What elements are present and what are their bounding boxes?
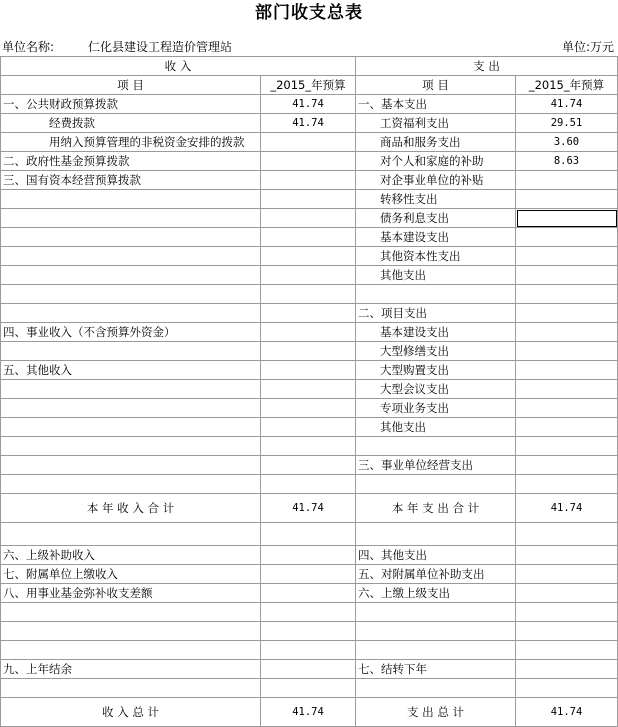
- income-budget-header[interactable]: _2015_年预算: [261, 76, 356, 95]
- income-value-cell[interactable]: [261, 171, 356, 190]
- table-row: [1, 603, 618, 622]
- total-expense-value[interactable]: 41.74: [516, 494, 618, 523]
- table-row: [1, 114, 618, 133]
- table-row: [1, 523, 618, 546]
- income-item-cell[interactable]: [1, 266, 261, 285]
- income-value-cell[interactable]: [261, 285, 356, 304]
- expense-value-cell[interactable]: [516, 209, 618, 228]
- income-value-cell[interactable]: [261, 418, 356, 437]
- table-row: [1, 437, 618, 456]
- total-income-label[interactable]: 收 入 总 计: [1, 698, 261, 727]
- expense-item-cell[interactable]: 对个人和家庭的补助: [356, 152, 516, 171]
- income-item-cell[interactable]: [1, 342, 261, 361]
- income-item-cell[interactable]: [1, 641, 261, 660]
- expense-item-cell[interactable]: 五、对附属单位补助支出: [356, 565, 516, 584]
- expense-value-cell[interactable]: [516, 190, 618, 209]
- unit-name: 仁化县建设工程造价管理站: [88, 40, 233, 54]
- expense-item-cell[interactable]: [356, 285, 516, 304]
- expense-header[interactable]: 支 出: [356, 57, 618, 76]
- expense-item-cell[interactable]: 其他支出: [356, 418, 516, 437]
- total-expense-label[interactable]: 本 年 支 出 合 计: [356, 494, 516, 523]
- income-item-cell[interactable]: [1, 228, 261, 247]
- income-item-cell[interactable]: [1, 209, 261, 228]
- expense-value-cell[interactable]: [516, 565, 618, 584]
- annual-total-row: [1, 494, 618, 523]
- expense-value-cell[interactable]: 41.74: [516, 95, 618, 114]
- table-row: [1, 95, 618, 114]
- table-row: [1, 152, 618, 171]
- income-item-cell[interactable]: 经费拨款: [1, 114, 261, 133]
- expense-value-cell[interactable]: [516, 622, 618, 641]
- expense-value-cell[interactable]: [516, 247, 618, 266]
- income-value-cell[interactable]: [261, 475, 356, 494]
- income-value-cell[interactable]: [261, 266, 356, 285]
- table-row: [1, 342, 618, 361]
- expense-item-cell[interactable]: 基本建设支出: [356, 228, 516, 247]
- income-value-cell[interactable]: [261, 584, 356, 603]
- income-item-cell[interactable]: [1, 304, 261, 323]
- table-row: [1, 565, 618, 584]
- income-value-cell[interactable]: [261, 361, 356, 380]
- expense-item-cell[interactable]: 大型购置支出: [356, 361, 516, 380]
- expense-value-cell[interactable]: [516, 679, 618, 698]
- expense-budget-header[interactable]: _2015_年预算: [516, 76, 618, 95]
- expense-item-cell[interactable]: 对企事业单位的补贴: [356, 171, 516, 190]
- expense-value-cell[interactable]: [516, 361, 618, 380]
- income-item-cell[interactable]: 一、公共财政预算拨款: [1, 95, 261, 114]
- expense-value-cell[interactable]: [516, 418, 618, 437]
- income-item-cell[interactable]: 五、其他收入: [1, 361, 261, 380]
- income-value-cell[interactable]: [261, 190, 356, 209]
- expense-value-cell[interactable]: 8.63: [516, 152, 618, 171]
- table-row: [1, 641, 618, 660]
- expense-value-cell[interactable]: [516, 660, 618, 679]
- expense-item-cell[interactable]: [356, 475, 516, 494]
- expense-item-cell[interactable]: 大型会议支出: [356, 380, 516, 399]
- expense-item-cell[interactable]: 四、其他支出: [356, 546, 516, 565]
- income-header[interactable]: 收 入: [1, 57, 356, 76]
- income-item-cell[interactable]: [1, 247, 261, 266]
- table-row: [1, 679, 618, 698]
- expense-value-cell[interactable]: [516, 304, 618, 323]
- income-item-cell[interactable]: 二、政府性基金预算拨款: [1, 152, 261, 171]
- income-value-cell[interactable]: [261, 228, 356, 247]
- table-row: [1, 304, 618, 323]
- table-row: [1, 418, 618, 437]
- table-row: [1, 190, 618, 209]
- income-value-cell[interactable]: [261, 679, 356, 698]
- expense-value-cell[interactable]: [516, 285, 618, 304]
- income-item-cell[interactable]: 九、上年结余: [1, 660, 261, 679]
- expense-item-header[interactable]: 项 目: [356, 76, 516, 95]
- income-item-cell[interactable]: [1, 380, 261, 399]
- expense-value-cell[interactable]: [516, 475, 618, 494]
- table-row: [1, 209, 618, 228]
- table-row: [1, 584, 618, 603]
- expense-item-cell[interactable]: [356, 437, 516, 456]
- income-item-cell[interactable]: [1, 523, 261, 546]
- income-value-cell[interactable]: [261, 399, 356, 418]
- income-item-cell[interactable]: 用纳入预算管理的非税资金安排的拨款: [1, 133, 261, 152]
- income-value-cell[interactable]: [261, 456, 356, 475]
- unit-name-label: 单位名称:: [2, 40, 55, 54]
- table-row: [1, 323, 618, 342]
- income-value-cell[interactable]: [261, 342, 356, 361]
- income-value-cell[interactable]: [261, 641, 356, 660]
- income-item-header[interactable]: 项 目: [1, 76, 261, 95]
- grand-total-row: [1, 698, 618, 727]
- income-item-cell[interactable]: 三、国有资本经营预算拨款: [1, 171, 261, 190]
- income-value-cell[interactable]: [261, 546, 356, 565]
- income-value-cell[interactable]: [261, 660, 356, 679]
- table-row: [1, 361, 618, 380]
- income-item-cell[interactable]: 八、用事业基金弥补收支差额: [1, 584, 261, 603]
- expense-value-cell[interactable]: [516, 228, 618, 247]
- table-row: [1, 546, 618, 565]
- income-value-cell[interactable]: [261, 565, 356, 584]
- table-row: [1, 475, 618, 494]
- expense-item-cell[interactable]: 二、项目支出: [356, 304, 516, 323]
- expense-item-cell[interactable]: 工资福利支出: [356, 114, 516, 133]
- expense-value-cell[interactable]: [516, 399, 618, 418]
- expense-value-cell[interactable]: [516, 380, 618, 399]
- income-item-cell[interactable]: [1, 399, 261, 418]
- income-value-cell[interactable]: [261, 247, 356, 266]
- income-value-cell[interactable]: [261, 209, 356, 228]
- total-income-value[interactable]: 41.74: [261, 698, 356, 727]
- expense-item-cell[interactable]: [356, 679, 516, 698]
- expense-item-cell[interactable]: [356, 523, 516, 546]
- expense-item-cell[interactable]: 其他支出: [356, 266, 516, 285]
- expense-value-cell[interactable]: [516, 171, 618, 190]
- expense-item-cell[interactable]: 一、基本支出: [356, 95, 516, 114]
- expense-value-cell[interactable]: [516, 323, 618, 342]
- table-row: [1, 171, 618, 190]
- expense-value-cell[interactable]: [516, 523, 618, 546]
- expense-value-cell[interactable]: 29.51: [516, 114, 618, 133]
- table-row: [1, 266, 618, 285]
- income-item-cell[interactable]: [1, 456, 261, 475]
- income-item-cell[interactable]: 四、事业收入（不含预算外资金）: [1, 323, 261, 342]
- expense-value-cell[interactable]: [516, 456, 618, 475]
- expense-value-cell[interactable]: [516, 342, 618, 361]
- income-value-cell[interactable]: [261, 437, 356, 456]
- unit-label: 单位:万元: [561, 40, 614, 54]
- total-expense-value[interactable]: 41.74: [516, 698, 618, 727]
- income-item-cell[interactable]: [1, 418, 261, 437]
- expense-item-cell[interactable]: 专项业务支出: [356, 399, 516, 418]
- table-row: [1, 285, 618, 304]
- expense-item-cell[interactable]: 六、上缴上级支出: [356, 584, 516, 603]
- income-value-cell[interactable]: [261, 133, 356, 152]
- total-income-value[interactable]: 41.74: [261, 494, 356, 523]
- expense-value-cell[interactable]: [516, 584, 618, 603]
- expense-item-cell[interactable]: 七、结转下年: [356, 660, 516, 679]
- expense-item-cell[interactable]: 债务利息支出: [356, 209, 516, 228]
- total-income-label[interactable]: 本 年 收 入 合 计: [1, 494, 261, 523]
- table-row: [1, 228, 618, 247]
- expense-item-cell[interactable]: [356, 641, 516, 660]
- expense-item-cell[interactable]: 其他资本性支出: [356, 247, 516, 266]
- expense-item-cell[interactable]: [356, 622, 516, 641]
- expense-item-cell[interactable]: [356, 603, 516, 622]
- page-title: 部门收支总表: [255, 3, 363, 23]
- expense-item-cell[interactable]: 大型修缮支出: [356, 342, 516, 361]
- income-item-cell[interactable]: [1, 285, 261, 304]
- expense-value-cell[interactable]: [516, 546, 618, 565]
- income-item-cell[interactable]: [1, 622, 261, 641]
- income-item-cell[interactable]: 七、附属单位上缴收入: [1, 565, 261, 584]
- income-value-cell[interactable]: [261, 323, 356, 342]
- table-row: [1, 399, 618, 418]
- table-row: [1, 133, 618, 152]
- total-expense-label[interactable]: 支 出 总 计: [356, 698, 516, 727]
- income-value-cell[interactable]: [261, 523, 356, 546]
- expense-value-cell[interactable]: [516, 603, 618, 622]
- expense-value-cell[interactable]: [516, 641, 618, 660]
- table-row: [1, 456, 618, 475]
- income-value-cell[interactable]: [261, 152, 356, 171]
- expense-item-cell[interactable]: 商品和服务支出: [356, 133, 516, 152]
- header-row-income-expense: [1, 57, 618, 76]
- expense-item-cell[interactable]: 三、事业单位经营支出: [356, 456, 516, 475]
- income-item-cell[interactable]: [1, 190, 261, 209]
- table-row: [1, 660, 618, 679]
- income-item-cell[interactable]: [1, 475, 261, 494]
- expense-value-cell[interactable]: 3.60: [516, 133, 618, 152]
- header-row-item-budget: [1, 76, 618, 95]
- table-row: [1, 622, 618, 641]
- budget-table: [0, 56, 618, 727]
- expense-value-cell[interactable]: [516, 437, 618, 456]
- income-value-cell[interactable]: [261, 304, 356, 323]
- table-row: [1, 247, 618, 266]
- income-item-cell[interactable]: 六、上级补助收入: [1, 546, 261, 565]
- expense-value-cell[interactable]: [516, 266, 618, 285]
- income-value-cell[interactable]: [261, 603, 356, 622]
- income-item-cell[interactable]: [1, 437, 261, 456]
- income-item-cell[interactable]: [1, 603, 261, 622]
- income-value-cell[interactable]: 41.74: [261, 95, 356, 114]
- income-value-cell[interactable]: 41.74: [261, 114, 356, 133]
- income-value-cell[interactable]: [261, 380, 356, 399]
- expense-item-cell[interactable]: 转移性支出: [356, 190, 516, 209]
- income-item-cell[interactable]: [1, 679, 261, 698]
- table-row: [1, 380, 618, 399]
- expense-item-cell[interactable]: 基本建设支出: [356, 323, 516, 342]
- income-value-cell[interactable]: [261, 622, 356, 641]
